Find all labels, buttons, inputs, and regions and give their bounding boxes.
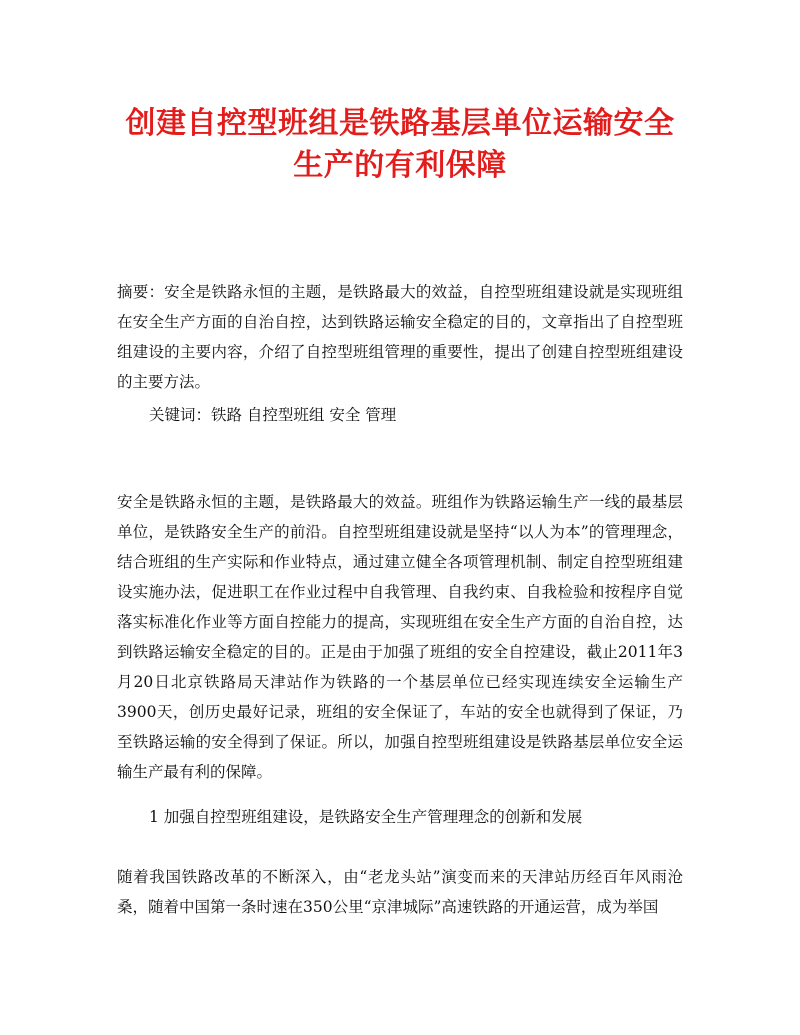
document-title: 创建自控型班组是铁路基层单位运输安全生产的有利保障 [125, 106, 675, 183]
keywords-line: 关键词：铁路 自控型班组 安全 管理 [149, 406, 397, 424]
section-heading-1: 1 加强自控型班组建设，是铁路安全生产管理理念的创新和发展 [149, 808, 583, 826]
body-paragraph-1: 安全是铁路永恒的主题，是铁路最大的效益。班组作为铁路运输生产一线的最基层单位，是铁路安全生产的前沿。自控型班组建设就是坚持“以人为本”的管理理念，结合班组的生产实际和作业特点，通过建立健全各项管理机制、制定自控型班组建设实施办法，促进职工在作业过程中自我管理、自我约束、自我检验和按程序自觉落实标准化作业等方面自控能力的提高，实现班组在安全生产方面的自治自控，达到铁路运输安全稳定的目的。正是由于加强了班组的安全自控建设，截止2011年3月20日北京铁路局天津站作为铁路的一个基层单位已经实现连续安全运输生产3900天，创历史最好记录，班组的安全保证了，车站的安全也就得到了保证，乃至铁路运输的安全得到了保证。所以，加强自控型班组建设是铁路基层单位安全运输生产最有利的保障。 [117, 493, 683, 781]
abstract-paragraph: 摘要：安全是铁路永恒的主题，是铁路最大的效益，自控型班组建设就是实现班组在安全生产方面的自治自控，达到铁路运输安全稳定的目的，文章指出了自控型班组建设的主要内容，介绍了自控型班组管理的重要性，提出了创建自控型班组建设的主要方法。 [117, 283, 683, 391]
body-paragraph-2: 随着我国铁路改革的不断深入，由“老龙头站”演变而来的天津站历经百年风雨沧桑，随着中国第一条时速在350公里“京津城际”高速铁路的开通运营，成为举国 [117, 868, 683, 916]
